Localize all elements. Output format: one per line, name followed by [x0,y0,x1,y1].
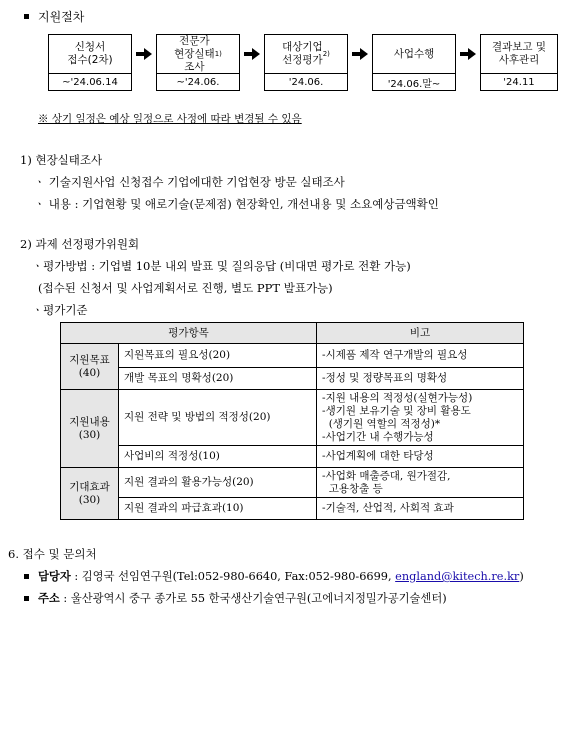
table-row [61,446,524,468]
note-cell: -시제품 제작 연구개발의 필요성 [317,344,524,368]
section-title: 지원절차 [24,8,84,25]
step-date: '24.11 [480,74,558,91]
header-note: 비고 [317,323,524,344]
step-application [48,34,132,91]
note-cell: -사업계획에 대한 타당성 [317,446,524,468]
step-date: '24.06.말~ [372,74,456,91]
item-cell: 개발 목표의 명확성(20) [119,368,317,390]
arrow-right-icon [352,48,368,60]
step-label: 사업수행 [372,34,456,74]
schedule-note: ※ 상기 일정은 예상 일정으로 사정에 따라 변경될 수 있음 [38,113,302,125]
step-date: ~'24.06. [156,74,240,91]
step-date: ~'24.06.14 [48,74,132,91]
arrow-right-icon [136,48,152,60]
note-cell: -지원 내용의 적정성(실현가능성) -생기원 보유기술 및 장비 활용도 (생기원 역할의 적정성)* -사업기간 내 수행가능성 [317,390,524,446]
table-row [61,498,524,520]
item-cell: 사업비의 적정성(10) [119,446,317,468]
category-cell: 지원목표 (40) [61,344,119,390]
step-site-survey [156,34,240,91]
square-bullet-icon [24,574,29,579]
table-row [61,368,524,390]
item-cell: 지원목표의 필요성(20) [119,344,317,368]
arrow-right-icon [244,48,260,60]
header-item: 평가항목 [61,323,317,344]
square-bullet-icon [24,14,29,19]
category-cell: 지원내용 (30) [61,390,119,468]
table-row [61,468,524,498]
site-survey-title: 1) 현장실태조사 [20,153,103,167]
contact-email-link[interactable]: england@kitech.re.kr [395,570,520,583]
step-label: 대상기업 선정평가 2) [264,34,348,74]
table-row [61,344,524,368]
site-survey-item: ㆍ 기술지원사업 신청접수 기업에대한 기업현장 방문 실태조사 [34,175,345,189]
process-flow [48,34,547,100]
contact-title: 6. 접수 및 문의처 [8,547,97,561]
step-report [480,34,558,91]
table-header-row [61,323,524,344]
evaluation-method-note: (접수된 신청서 및 사업계획서로 진행, 별도 PPT 발표가능) [38,281,333,295]
contact-address: 주소 : 울산광역시 중구 종가로 55 한국생산기술연구원(고에너지정밀가공기술센터) [24,590,447,606]
table-row [61,390,524,446]
square-bullet-icon [24,596,29,601]
category-cell: 기대효과 (30) [61,468,119,520]
note-cell: -사업화 매출증대, 원가절감, 고용창출 등 [317,468,524,498]
evaluation-method: ㆍ평가방법 : 기업별 10분 내외 발표 및 질의응답 (비대면 평가로 전환 가능) [32,259,411,273]
committee-title: 2) 과제 선정평가위원회 [20,237,140,251]
item-cell: 지원 전략 및 방법의 적정성(20) [119,390,317,446]
item-cell: 지원 결과의 파급효과(10) [119,498,317,520]
arrow-right-icon [460,48,476,60]
step-label: 전문가 현장실태 조사 1) [156,34,240,74]
item-cell: 지원 결과의 활용가능성(20) [119,468,317,498]
step-label: 결과보고 및 사후관리 [480,34,558,74]
criteria-label: ㆍ평가기준 [32,303,88,317]
step-label: 신청서 접수(2차) [48,34,132,74]
note-cell: -정성 및 정량목표의 명확성 [317,368,524,390]
step-date: '24.06. [264,74,348,91]
site-survey-item: ㆍ 내용 : 기업현황 및 애로기술(문제점) 현장확인, 개선내용 및 소요예상금액확인 [34,197,439,211]
note-cell: -기술적, 산업적, 사회적 효과 [317,498,524,520]
step-selection [264,34,348,91]
contact-person: 담당자 : 김영국 선임연구원(Tel:052-980-6640, Fax:052-980-6699, england@kitech.re.kr) [24,568,524,584]
step-execution [372,34,456,91]
criteria-table [60,322,524,520]
